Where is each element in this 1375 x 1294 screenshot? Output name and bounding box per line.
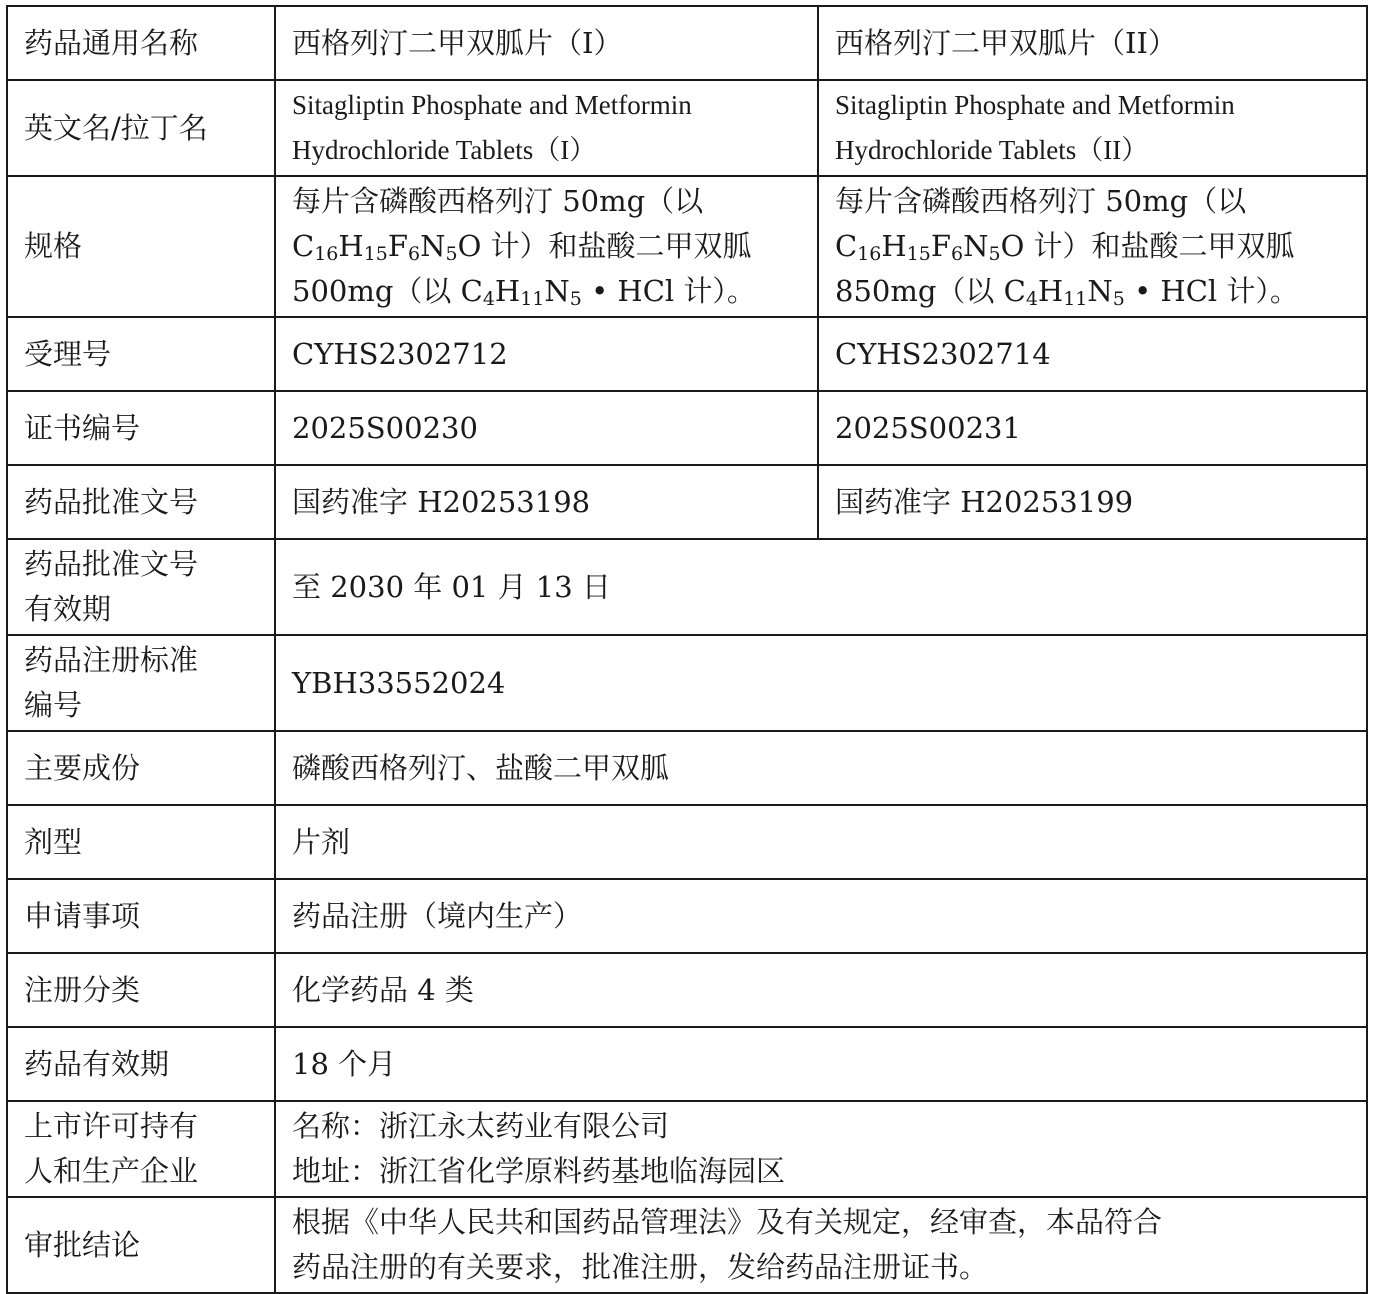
label-standard-no [7,635,275,731]
spec-2-l3-s1: 4 [1025,288,1038,310]
spec-1-l3-c: N [544,274,570,308]
row-holder [7,1101,1367,1197]
row-conclusion [7,1197,1367,1293]
label-approval-validity-line1: 药品批准文号 [24,547,199,581]
value-shelf-life: 18 个月 [275,1027,1367,1101]
value-acceptance-no-2: CYHS2302714 [818,317,1367,391]
value-spec-2 [818,176,1367,317]
spec-2-l3-s2: 11 [1063,288,1088,310]
row-standard-no [7,635,1367,731]
spec-2-line1: 每片含磷酸西格列汀 50mg（以 [835,184,1247,218]
value-certificate-no-2: 2025S00231 [818,391,1367,465]
spec-2-l3-a: 850mg（以 C [835,274,1026,308]
label-ingredients: 主要成份 [7,731,275,805]
label-standard-no-line1: 药品注册标准 [24,643,199,677]
label-approval-no: 药品批准文号 [7,465,275,539]
row-certificate-no [7,391,1367,465]
english-name-1-line1: Sitagliptin Phosphate and Metformin [292,90,692,120]
spec-1-f-c: C [292,229,315,263]
spec-2-f-s2: 15 [906,243,931,265]
row-application [7,879,1367,953]
value-generic-name-1: 西格列汀二甲双胍片（I） [275,6,818,80]
spec-1-l3-a: 500mg（以 C [292,274,483,308]
spec-2-line2 [835,224,1352,269]
spec-1-f-s2: 15 [363,243,388,265]
row-category [7,953,1367,1027]
value-holder [275,1101,1367,1197]
label-application: 申请事项 [7,879,275,953]
spec-1-line2 [292,224,803,269]
row-approval-validity [7,539,1367,635]
label-english-name: 英文名/拉丁名 [7,80,275,176]
label-approval-validity-line2: 有效期 [24,592,112,626]
label-conclusion: 审批结论 [7,1197,275,1293]
value-category: 化学药品 4 类 [275,953,1367,1027]
value-english-name-2 [818,80,1367,176]
spec-1-line1: 每片含磷酸西格列汀 50mg（以 [292,184,704,218]
spec-2-f-h: H [881,229,907,263]
spec-2-l3-d: • HCl 计）。 [1124,274,1299,308]
label-generic-name: 药品通用名称 [7,6,275,80]
label-holder-line1: 上市许可持有 [24,1109,199,1143]
spec-2-f-f: F [930,229,951,263]
label-standard-no-line2: 编号 [24,688,83,722]
row-acceptance-no [7,317,1367,391]
label-category: 注册分类 [7,953,275,1027]
conclusion-line1: 根据《中华人民共和国药品管理法》及有关规定，经审查，本品符合 [292,1205,1163,1239]
spec-1-l3-d: • HCl 计）。 [581,274,756,308]
row-generic-name [7,6,1367,80]
spec-2-l3-b: H [1037,274,1064,308]
spec-1-f-h: H [338,229,364,263]
spec-2-f-s3: 6 [951,243,964,265]
row-english-name [7,80,1367,176]
english-name-2-line2: Hydrochloride Tablets（II） [835,135,1149,165]
label-certificate-no: 证书编号 [7,391,275,465]
row-shelf-life [7,1027,1367,1101]
row-dosage-form [7,805,1367,879]
drug-registration-table [6,5,1368,1294]
conclusion-line2: 药品注册的有关要求，批准注册，发给药品注册证书。 [292,1250,989,1284]
spec-2-l3-s3: 5 [1112,288,1125,310]
value-acceptance-no-1: CYHS2302712 [275,317,818,391]
value-approval-validity: 至 2030 年 01 月 13 日 [275,539,1367,635]
spec-1-f-f: F [387,229,408,263]
spec-2-f-c: C [835,229,858,263]
spec-2-f-s4: 5 [988,243,1001,265]
row-ingredients [7,731,1367,805]
spec-1-l3-s1: 4 [482,288,495,310]
label-spec: 规格 [7,176,275,317]
document-page [6,5,1368,1294]
value-certificate-no-1: 2025S00230 [275,391,818,465]
value-approval-no-2: 国药准字 H20253199 [818,465,1367,539]
value-dosage-form: 片剂 [275,805,1367,879]
value-generic-name-2: 西格列汀二甲双胍片（II） [818,6,1367,80]
english-name-1-line2: Hydrochloride Tablets（I） [292,135,597,165]
spec-2-line3 [835,269,1352,314]
value-approval-no-1: 国药准字 H20253198 [275,465,818,539]
value-spec-1 [275,176,818,317]
label-acceptance-no: 受理号 [7,317,275,391]
value-standard-no: YBH33552024 [275,635,1367,731]
value-ingredients: 磷酸西格列汀、盐酸二甲双胍 [275,731,1367,805]
spec-2-l3-c: N [1087,274,1113,308]
value-english-name-1 [275,80,818,176]
spec-1-f-rest: O 计）和盐酸二甲双胍 [457,229,752,263]
row-approval-no [7,465,1367,539]
spec-2-f-rest: O 计）和盐酸二甲双胍 [1000,229,1295,263]
spec-1-l3-s3: 5 [569,288,582,310]
label-shelf-life: 药品有效期 [7,1027,275,1101]
value-conclusion [275,1197,1367,1293]
label-holder-line2: 人和生产企业 [24,1154,199,1188]
value-application: 药品注册（境内生产） [275,879,1367,953]
label-dosage-form: 剂型 [7,805,275,879]
spec-2-f-n: N [963,229,989,263]
label-holder [7,1101,275,1197]
holder-name: 名称：浙江永太药业有限公司 [292,1109,670,1143]
spec-1-line3 [292,269,803,314]
holder-address: 地址：浙江省化学原料药基地临海园区 [292,1154,786,1188]
spec-1-f-s4: 5 [445,243,458,265]
spec-1-f-n: N [420,229,446,263]
row-spec [7,176,1367,317]
spec-1-f-s3: 6 [408,243,421,265]
spec-2-f-s1: 16 [857,243,882,265]
spec-1-l3-s2: 11 [520,288,545,310]
spec-1-f-s1: 16 [314,243,339,265]
spec-1-l3-b: H [494,274,521,308]
label-approval-validity [7,539,275,635]
english-name-2-line1: Sitagliptin Phosphate and Metformin [835,90,1235,120]
